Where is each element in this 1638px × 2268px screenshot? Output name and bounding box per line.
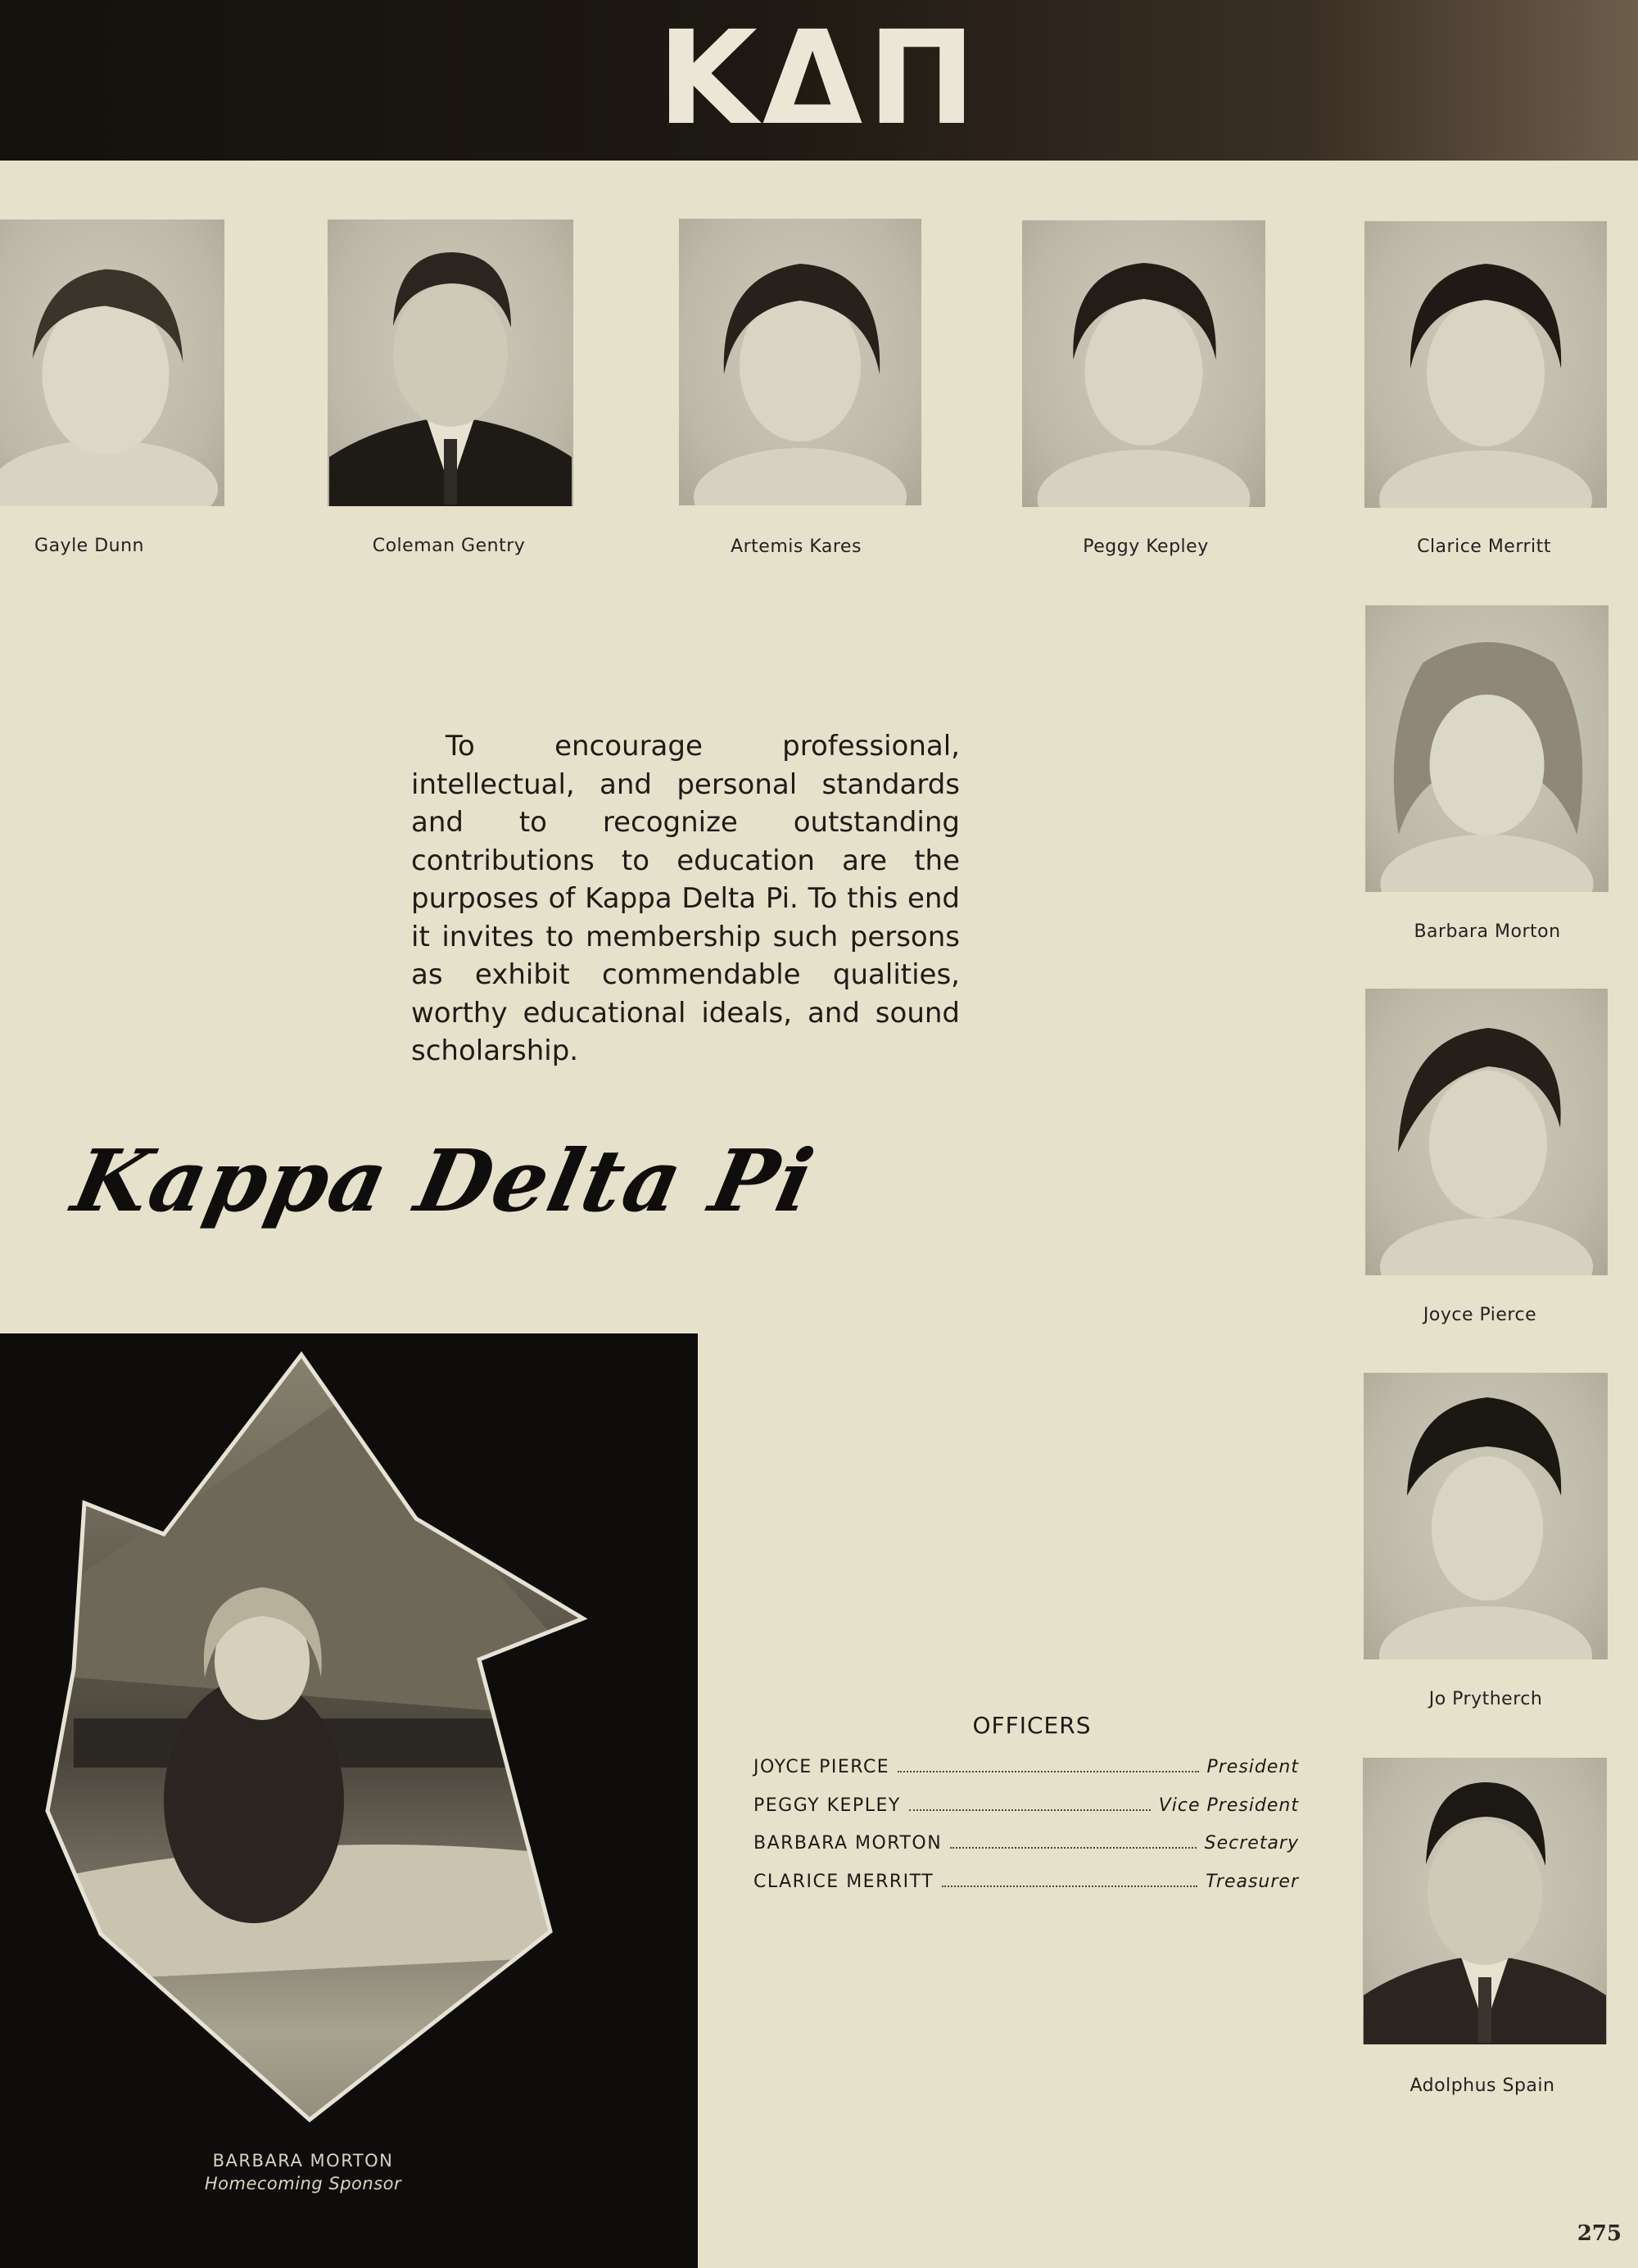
caption-coleman-gentry: Coleman Gentry <box>372 536 526 556</box>
portrait-barbara-morton <box>1365 605 1609 892</box>
dot-leader <box>898 1756 1198 1772</box>
officer-name: PEGGY KEPLEY <box>753 1795 901 1816</box>
dot-leader <box>942 1871 1197 1887</box>
officer-title: Secretary <box>1204 1833 1299 1854</box>
portrait-peggy-kepley <box>1022 220 1265 507</box>
caption-peggy-kepley: Peggy Kepley <box>1083 536 1209 557</box>
portrait-artemis-kares <box>679 219 921 505</box>
caption-joyce-pierce: Joyce Pierce <box>1423 1305 1537 1325</box>
organization-title: Kappa Delta Pi <box>64 1130 824 1231</box>
officer-name: JOYCE PIERCE <box>753 1757 890 1777</box>
caption-adolphus-spain: Adolphus Spain <box>1409 2076 1555 2096</box>
officer-title: President <box>1206 1757 1299 1777</box>
portrait-clarice-merritt <box>1364 221 1607 508</box>
portrait-coleman-gentry <box>328 220 573 506</box>
caption-artemis-kares: Artemis Kares <box>731 536 862 557</box>
portrait-jo-prytherch <box>1364 1373 1608 1659</box>
sponsor-role: Homecoming Sponsor <box>204 2174 402 2193</box>
officer-row <box>753 1871 1299 1899</box>
caption-jo-prytherch: Jo Prytherch <box>1428 1689 1543 1709</box>
caption-gayle-dunn: Gayle Dunn <box>34 536 144 556</box>
greek-letters-title: ΚΔΠ <box>657 3 981 154</box>
page-number: 275 <box>1577 2221 1622 2246</box>
portrait-adolphus-spain <box>1363 1758 1607 2044</box>
sponsor-photo-panel <box>0 1333 698 2268</box>
officer-row <box>753 1795 1299 1822</box>
purpose-paragraph: To encourage professional, intellectual, and personal standards and to recognize outstanding contributions to education are the purposes of Kappa Delta Pi. To this end it invites to membership such persons as exhibit commendable qualities, worthy educational ideals, and sound scholarship. <box>411 730 960 1067</box>
portrait-joyce-pierce <box>1365 989 1608 1275</box>
sponsor-name: BARBARA MORTON <box>212 2151 394 2171</box>
portrait-gayle-dunn <box>0 220 224 506</box>
officer-name: BARBARA MORTON <box>753 1833 943 1854</box>
caption-barbara-morton: Barbara Morton <box>1414 921 1561 942</box>
officer-name: CLARICE MERRITT <box>753 1872 934 1892</box>
officers-heading: OFFICERS <box>972 1712 1092 1739</box>
sponsor-caption <box>164 2149 442 2195</box>
header-banner <box>0 0 1638 161</box>
officer-row <box>753 1832 1299 1860</box>
officer-title: Vice President <box>1158 1795 1299 1816</box>
caption-clarice-merritt: Clarice Merritt <box>1417 536 1551 557</box>
sponsor-photo <box>0 1333 698 2268</box>
officer-title: Treasurer <box>1206 1872 1299 1892</box>
dot-leader <box>909 1795 1151 1811</box>
dot-leader <box>950 1832 1196 1849</box>
officer-row <box>753 1756 1299 1784</box>
